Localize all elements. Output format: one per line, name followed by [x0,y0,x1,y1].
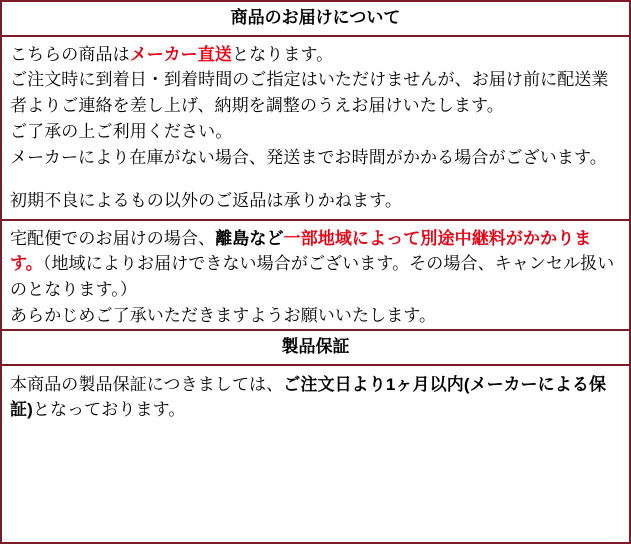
text-run-0: ご注文時に到着日・到着時間のご指定はいただけませんが、お届け前に配送業者よりご連絡を差し上げ、納期を調整のうえお届けいたします。 [10,70,609,116]
delivery-paragraph-4 [10,145,621,171]
warranty-section-title: 製品保証 [2,329,629,366]
delivery-section-body-2 [2,221,629,329]
text-run-0: 宅配便でのお届けの場合、 [10,228,216,248]
text-run-2: 一部地域によって別途中継料がかかります。 [10,228,592,274]
text-run-0: ご了承の上ご利用ください。 [10,122,233,142]
text-run-1: メーカー直送 [129,44,232,64]
text-run-1: 離島など [215,228,284,248]
delivery-paragraph-6 [10,226,621,303]
text-run-0: あらかじめご了承いただきますようお願いいたします。 [10,306,437,326]
warranty-section-body [2,366,629,424]
text-run-1: ご注文日より1ヶ月以内(メーカーによる保証) [10,374,607,420]
delivery-paragraph-3 [10,119,621,145]
delivery-paragraph-2 [10,67,621,119]
warranty-paragraph-1 [10,372,621,424]
text-run-2: となっております。 [32,400,186,420]
delivery-paragraph-5 [10,188,621,214]
text-run-0: 本商品の製品保証につきましては、 [10,374,284,394]
text-run-3: （地域によりお届けできない場合がございます。その場合、キャンセル扱いのとなります。） [10,254,615,300]
text-run-0: メーカーにより在庫がない場合、発送までお時間がかかる場合がございます。 [10,147,607,167]
text-run-2: となります。 [231,44,334,64]
text-run-0: 初期不良によるもの以外のご返品は承りかねます。 [10,190,402,210]
delivery-paragraph-7 [10,303,621,329]
delivery-section-body [2,37,629,214]
delivery-section-title: 商品のお届けについて [2,2,629,37]
delivery-paragraph-1 [10,42,621,68]
text-run-0: こちらの商品は [10,44,130,64]
paragraph-spacer [10,171,621,188]
